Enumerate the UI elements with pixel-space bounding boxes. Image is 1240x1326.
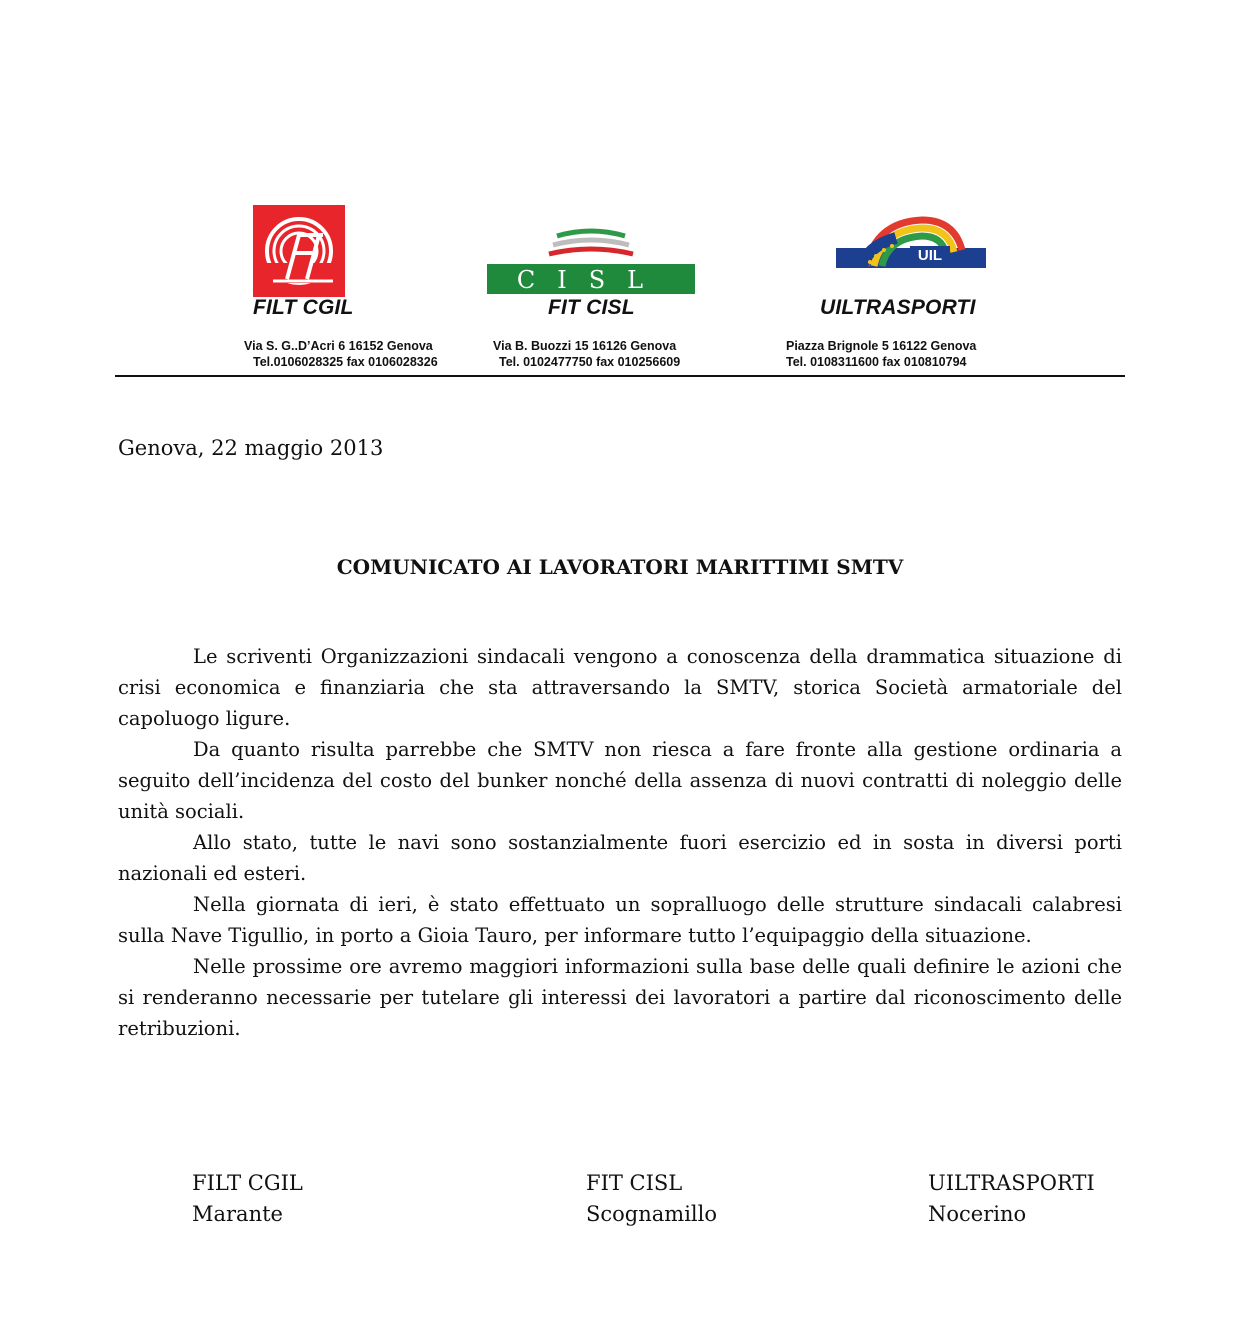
address-fit-cisl <box>493 338 680 370</box>
phone-line: Tel. 0102477750 fax 010256609 <box>499 355 681 369</box>
uil-logo <box>836 216 986 274</box>
phone-line: Tel.0106028325 fax 0106028326 <box>253 355 438 369</box>
signature-name: Nocerino <box>928 1202 1027 1226</box>
cisl-logo-text: CISL <box>516 266 666 294</box>
document-title: COMUNICATO AI LAVORATORI MARITTIMI SMTV <box>336 555 904 579</box>
signature-block-fit-cisl <box>586 1168 717 1230</box>
address-uiltrasporti <box>786 338 976 370</box>
phone-line: Tel. 0108311600 fax 010810794 <box>786 355 967 369</box>
document-body <box>118 641 1122 1044</box>
paragraph: Le scriventi Organizzazioni sindacali vengono a conoscenza della drammatica situazione di crisi economica e finanziaria che sta attraversando la SMTV, storica Società armatoriale del capoluogo ligure. <box>118 645 1122 730</box>
address-filt-cgil <box>244 338 438 370</box>
filt-cgil-logo <box>253 205 345 297</box>
org-name-filt-cgil: FILT CGIL <box>253 296 354 319</box>
uil-logo-text: UIL <box>917 247 943 264</box>
org-name-fit-cisl: FIT CISL <box>548 296 635 319</box>
signature-org: UILTRASPORTI <box>928 1171 1095 1195</box>
signature-org: FILT CGIL <box>192 1171 303 1195</box>
paragraph: Da quanto risulta parrebbe che SMTV non riesca a fare fronte alla gestione ordinaria a seguito dell’incidenza del costo del bunker nonché della assenza di nuovi contratti di noleggio delle unità sociali. <box>118 738 1122 823</box>
signature-name: Scognamillo <box>586 1202 717 1226</box>
paragraph: Nelle prossime ore avremo maggiori informazioni sulla base delle quali definire le azioni che si renderanno necessarie per tutelare gli interessi dei lavoratori a partire dal riconoscimento delle retribuzioni. <box>118 955 1122 1040</box>
signature-name: Marante <box>192 1202 283 1226</box>
address-line: Piazza Brignole 5 16122 Genova <box>786 339 977 353</box>
signature-block-filt-cgil <box>192 1168 303 1230</box>
document-date: Genova, 22 maggio 2013 <box>118 436 384 460</box>
letterhead-divider <box>115 375 1125 377</box>
signature-org: FIT CISL <box>586 1171 683 1195</box>
address-line: Via B. Buozzi 15 16126 Genova <box>493 339 677 353</box>
paragraph: Nella giornata di ieri, è stato effettuato un sopralluogo delle strutture sindacali calabresi sulla Nave Tigullio, in porto a Gioia Tauro, per informare tutto l’equipaggio della situazione. <box>118 893 1122 947</box>
cisl-logo <box>487 228 695 294</box>
paragraph: Allo stato, tutte le navi sono sostanzialmente fuori esercizio ed in sosta in diversi porti nazionali ed esteri. <box>118 831 1122 885</box>
address-line: Via S. G..D’Acri 6 16152 Genova <box>244 339 433 353</box>
signature-block-uiltrasporti <box>928 1168 1095 1230</box>
org-name-uiltrasporti: UILTRASPORTI <box>820 296 976 319</box>
